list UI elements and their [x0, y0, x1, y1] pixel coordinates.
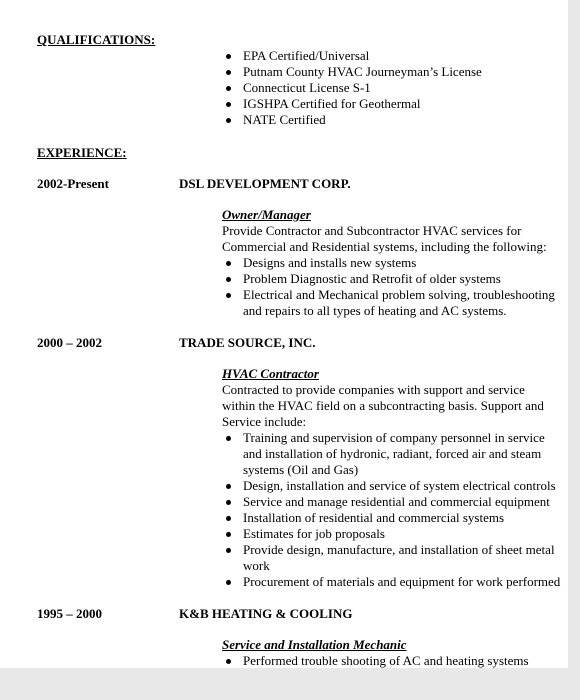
job-dates: 1995 – 2000 [37, 606, 102, 621]
bullet-icon [226, 580, 231, 585]
bullet-icon [226, 500, 231, 505]
list-item: Designs and installs new systems [222, 255, 555, 271]
list-item: IGSHPA Certified for Geothermal [222, 96, 482, 112]
list-item: Electrical and Mechanical problem solving, troubleshooting and repairs to all types of heating and AC systems. [222, 287, 555, 319]
bullet-icon [226, 277, 231, 282]
job-role: HVAC Contractor [222, 366, 319, 381]
qualifications-heading: QUALIFICATIONS: [37, 32, 156, 47]
list-item: Connecticut License S-1 [222, 80, 482, 96]
job-company: DSL DEVELOPMENT CORP. [179, 176, 351, 191]
job-duties-list [222, 255, 555, 319]
list-item: Design, installation and service of system electrical controls [222, 478, 560, 494]
viewer-background [0, 668, 580, 700]
list-item: Putnam County HVAC Journeyman’s License [222, 64, 482, 80]
viewer-background [568, 0, 580, 700]
list-item: Problem Diagnostic and Retrofit of older systems [222, 271, 555, 287]
bullet-icon [226, 86, 231, 91]
bullet-icon [226, 261, 231, 266]
list-item: Procurement of materials and equipment for work performed [222, 574, 560, 590]
job-description-line: Contracted to provide companies with support and service [222, 382, 525, 397]
job-dates: 2002-Present [37, 176, 109, 191]
job-description-line: Service include: [222, 414, 307, 429]
bullet-icon [226, 70, 231, 75]
job-description-line: Commercial and Residential systems, including the following: [222, 239, 547, 254]
bullet-icon [226, 54, 231, 59]
list-item: Installation of residential and commercial systems [222, 510, 560, 526]
list-item: EPA Certified/Universal [222, 48, 482, 64]
job-role: Owner/Manager [222, 207, 311, 222]
job-duties-list [222, 653, 529, 669]
list-item: Provide design, manufacture, and installation of sheet metal work [222, 542, 560, 574]
bullet-icon [226, 293, 231, 298]
job-dates: 2000 – 2002 [37, 335, 102, 350]
bullet-icon [226, 516, 231, 521]
list-item: NATE Certified [222, 112, 482, 128]
job-description-line: within the HVAC field on a subcontracting basis. Support and [222, 398, 544, 413]
list-item: Service and manage residential and commercial equipment [222, 494, 560, 510]
bullet-icon [226, 436, 231, 441]
bullet-icon [226, 548, 231, 553]
job-description-line: Provide Contractor and Subcontractor HVAC services for [222, 223, 522, 238]
bullet-icon [226, 102, 231, 107]
job-company: TRADE SOURCE, INC. [179, 335, 316, 350]
bullet-icon [226, 659, 231, 664]
qualifications-list [222, 48, 482, 128]
experience-heading: EXPERIENCE: [37, 145, 127, 160]
list-item: Estimates for job proposals [222, 526, 560, 542]
job-company: K&B HEATING & COOLING [179, 606, 353, 621]
bullet-icon [226, 484, 231, 489]
job-duties-list [222, 430, 560, 590]
job-role: Service and Installation Mechanic [222, 637, 407, 652]
bullet-icon [226, 532, 231, 537]
list-item: Training and supervision of company personnel in service and installation of hydronic, radiant, forced air and steam systems (Oil and Gas) [222, 430, 560, 478]
bullet-icon [226, 118, 231, 123]
list-item: Performed trouble shooting of AC and heating systems [222, 653, 529, 669]
